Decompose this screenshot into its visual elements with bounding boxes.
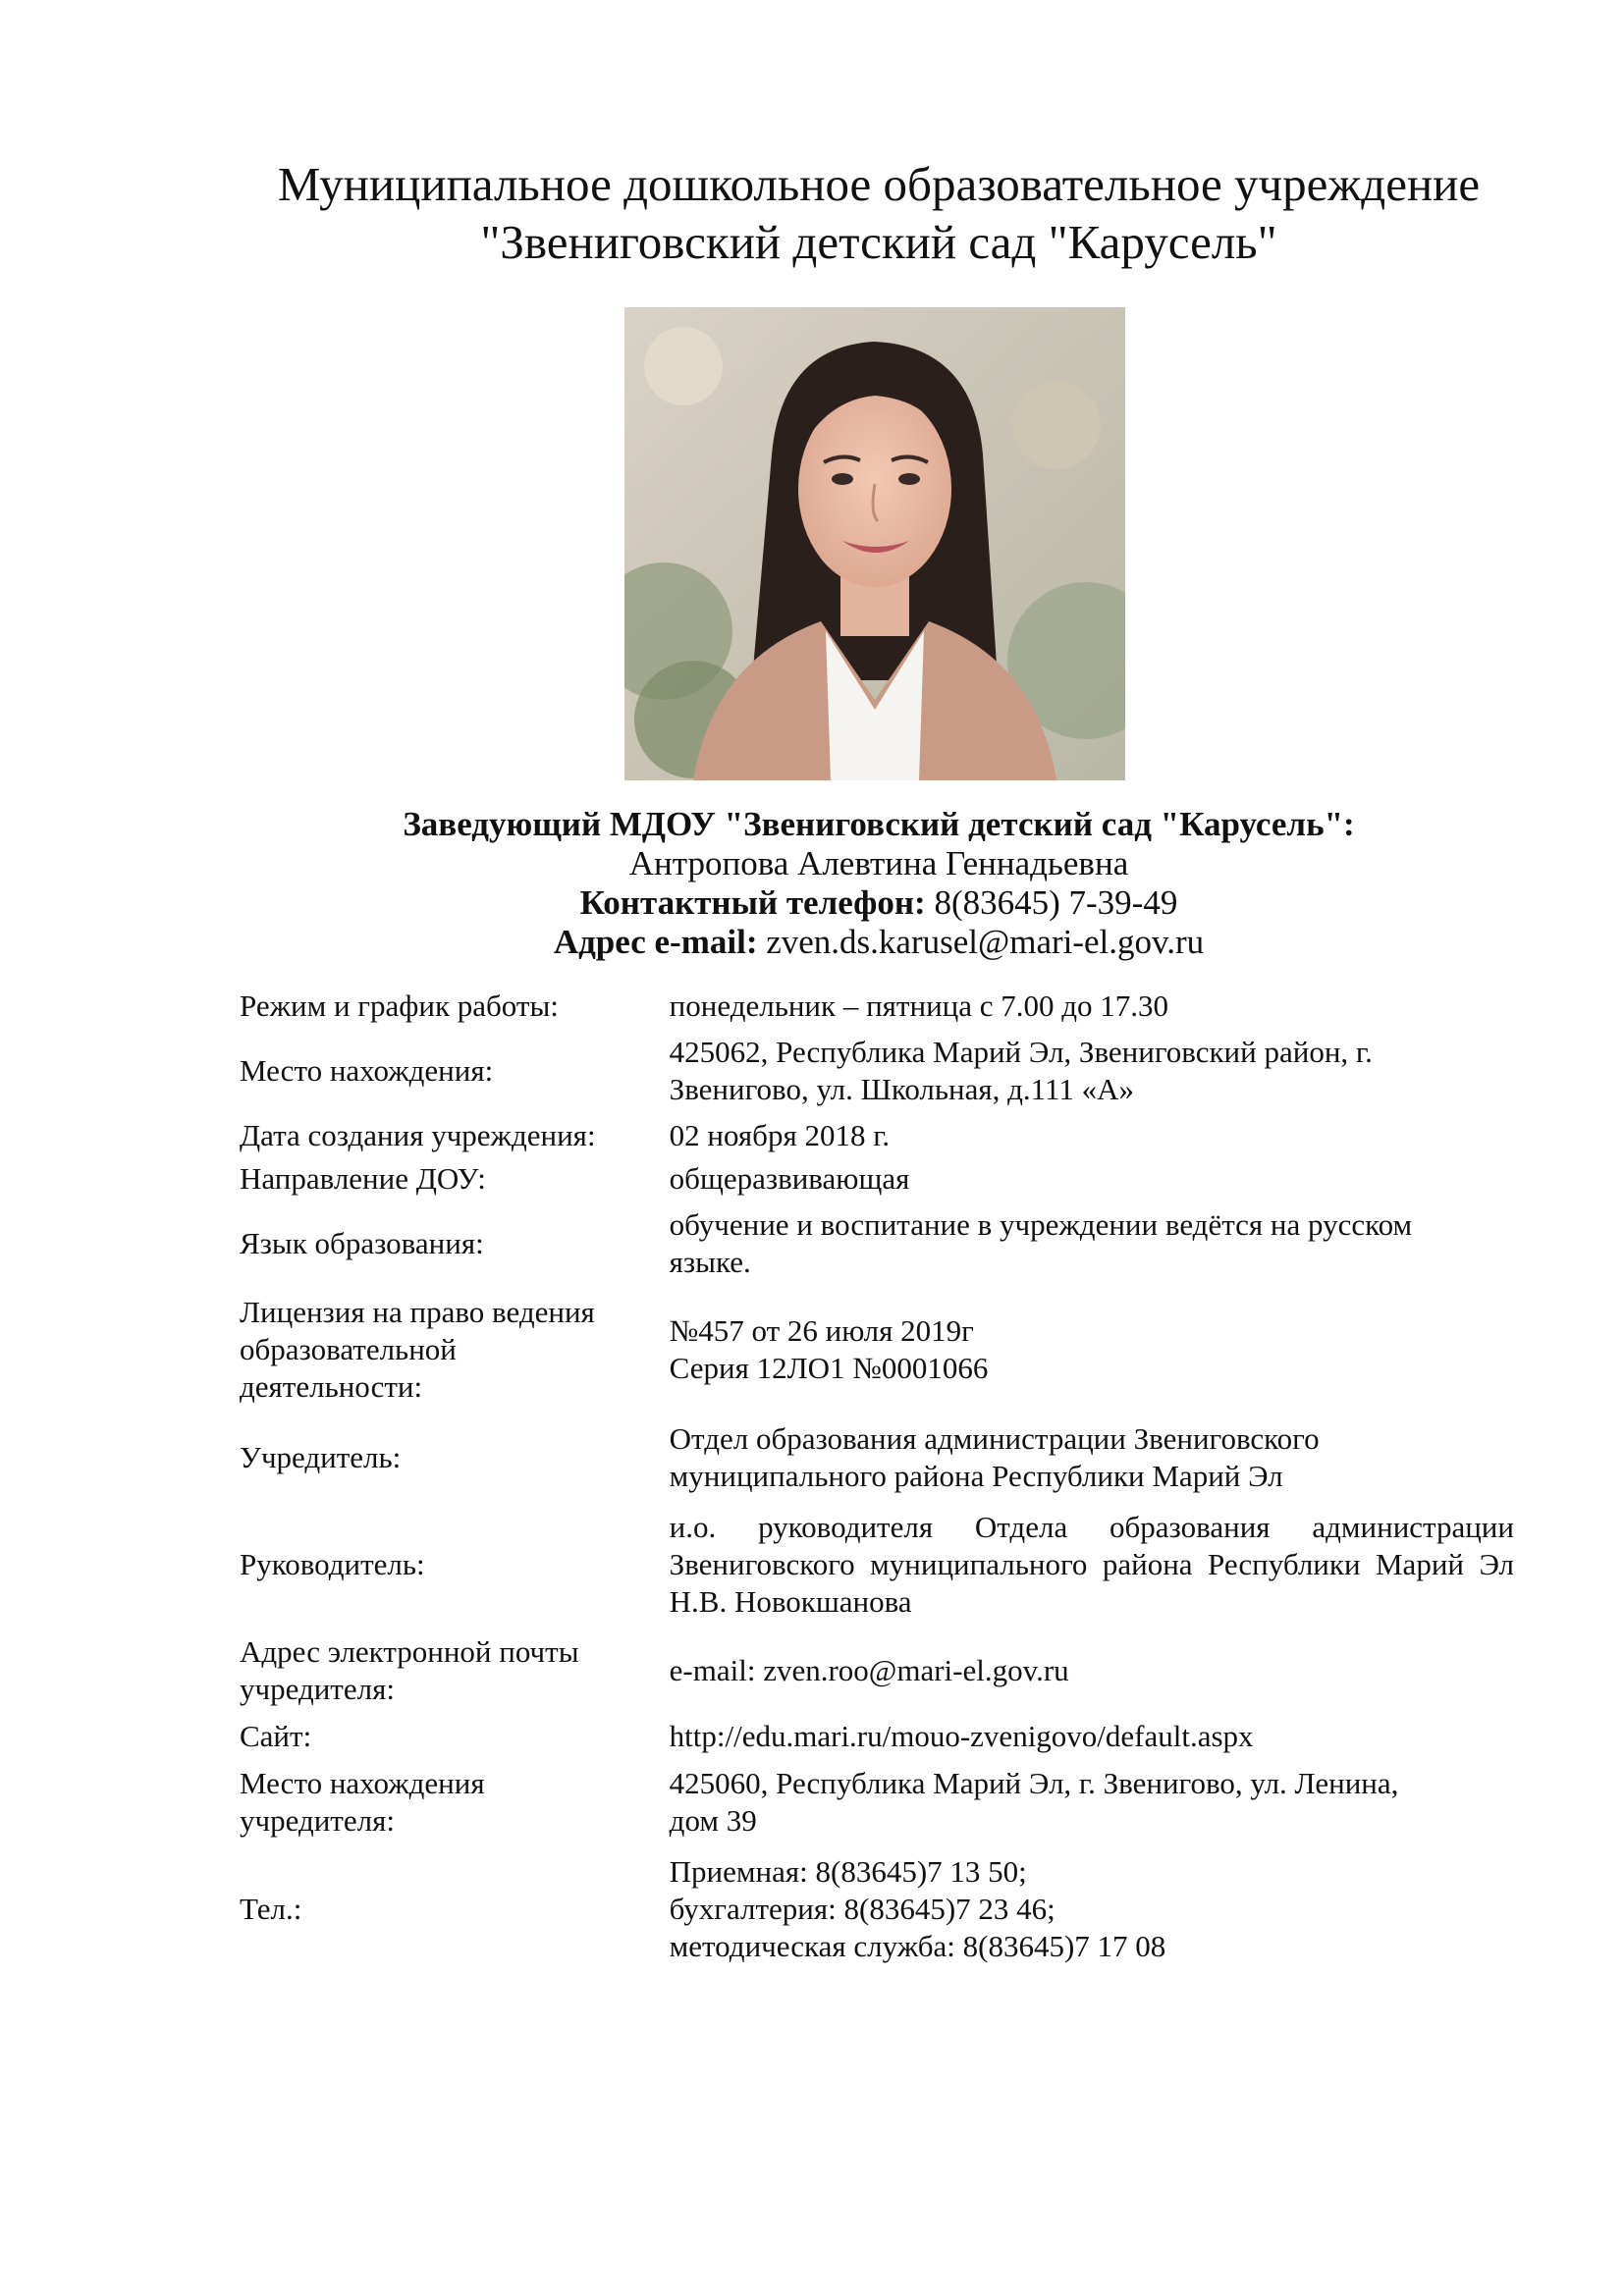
- row-label: Дата создания учреждения:: [240, 1118, 596, 1152]
- row-label: Направление ДОУ:: [240, 1161, 486, 1196]
- phone-value: 8(83645) 7-39-49: [925, 883, 1178, 922]
- row-label: Адрес электронной почты учредителя:: [240, 1634, 579, 1706]
- row-direction: [232, 1157, 1518, 1201]
- row-director: [232, 1503, 1518, 1627]
- row-value: http://edu.mari.ru/mouo-zvenigovo/default.aspx: [669, 1719, 1254, 1753]
- row-location: [232, 1028, 1518, 1114]
- row-label: Место нахождения учредителя:: [240, 1766, 485, 1838]
- row-label: Место нахождения:: [240, 1053, 494, 1088]
- row-label: Сайт:: [240, 1719, 312, 1753]
- row-label: Лицензия на право ведения образовательной деятельности:: [240, 1295, 595, 1404]
- row-value: обучение и воспитание в учреждении ведётся на русском языке.: [669, 1207, 1413, 1279]
- row-label: Язык образования:: [240, 1226, 484, 1260]
- document-title: [177, 155, 1581, 271]
- row-value: общеразвивающая: [669, 1161, 910, 1196]
- info-table: [232, 985, 1518, 1972]
- phone-label: Контактный телефон:: [579, 883, 926, 922]
- row-label: Режим и график работы:: [240, 988, 559, 1023]
- row-value: 425060, Республика Марий Эл, г. Звенигово, ул. Ленина, дом 39: [669, 1766, 1399, 1838]
- row-schedule: [232, 985, 1518, 1028]
- row-value: и.о. руководителя Отдела образования администрации Звениговского муниципального района Республики Марий Эл Н.В. Новокшанова: [669, 1510, 1514, 1619]
- director-position-label: Заведующий МДОУ "Звениговский детский сад "Карусель":: [403, 805, 1355, 843]
- row-value: понедельник – пятница с 7.00 до 17.30: [669, 988, 1169, 1023]
- director-photo: [624, 307, 1125, 780]
- row-founder-location: [232, 1758, 1518, 1846]
- row-value: 02 ноября 2018 г.: [669, 1118, 891, 1152]
- row-value: Отдел образования администрации Звениговского муниципального района Республики Марий Эл: [669, 1421, 1320, 1493]
- director-contact-block: [177, 805, 1581, 962]
- title-line-2: "Звениговский детский сад "Карусель": [480, 215, 1277, 269]
- email-value: zven.ds.karusel@mari-el.gov.ru: [757, 923, 1205, 961]
- row-value: Приемная: 8(83645)7 13 50; бухгалтерия: 8(83645)7 23 46; методическая служба: 8(83645)7 17 08: [669, 1854, 1166, 1963]
- email-label: Адрес e-mail:: [553, 923, 758, 961]
- row-language: [232, 1201, 1518, 1287]
- row-site: [232, 1715, 1518, 1758]
- row-value: 425062, Республика Марий Эл, Звениговский район, г. Звенигово, ул. Школьная, д.111 «А»: [669, 1035, 1373, 1106]
- row-label: Руководитель:: [240, 1547, 425, 1581]
- row-license: [232, 1287, 1518, 1413]
- title-line-1: Муниципальное дошкольное образовательное учреждение: [277, 157, 1481, 211]
- director-name: Антропова Алевтина Геннадьевна: [628, 844, 1129, 882]
- row-founded: [232, 1114, 1518, 1157]
- row-value: e-mail: zven.roo@mari-el.gov.ru: [669, 1653, 1069, 1687]
- row-founder: [232, 1413, 1518, 1503]
- row-label: Тел.:: [240, 1892, 302, 1926]
- row-phones: [232, 1846, 1518, 1972]
- row-founder-email: [232, 1627, 1518, 1715]
- row-value: №457 от 26 июля 2019г Серия 12ЛО1 №0001066: [669, 1313, 989, 1385]
- row-label: Учредитель:: [240, 1440, 402, 1474]
